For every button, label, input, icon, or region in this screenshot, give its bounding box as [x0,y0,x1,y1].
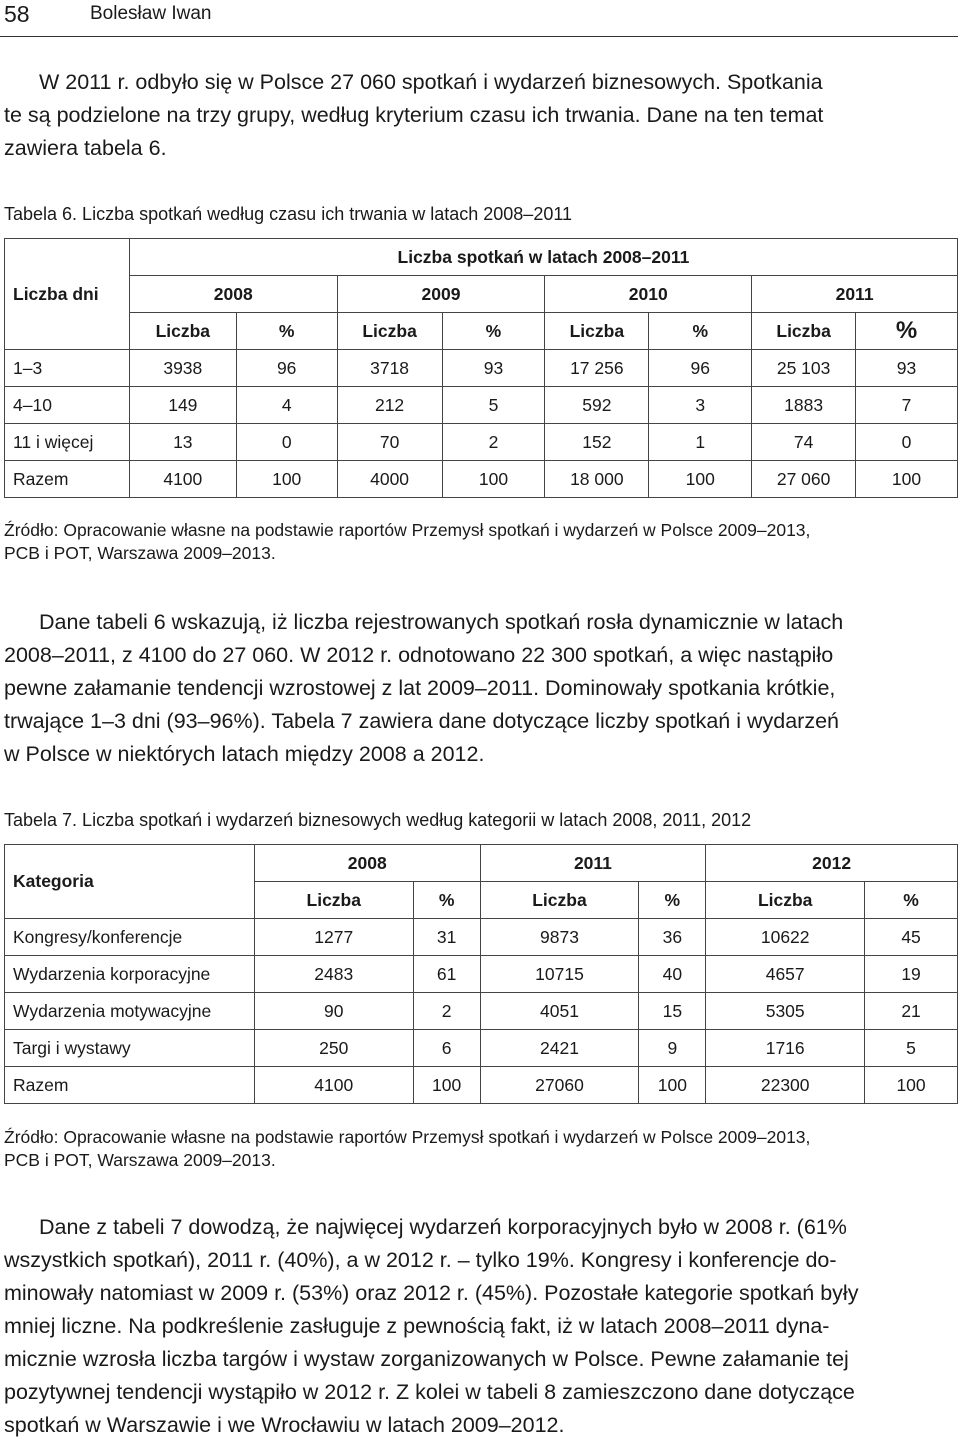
table-row [5,424,958,461]
table6-body [5,350,958,498]
table-cell: 149 [129,387,236,424]
intro-line-2: te są podzielone na trzy grupy, według kryterium czasu ich trwania. Dane na ten temat [4,103,824,127]
row-label: Wydarzenia korporacyjne [5,956,255,993]
table-cell: 1716 [706,1030,865,1067]
table-cell: 22300 [706,1067,865,1104]
table6-sub-liczba: Liczba [337,313,442,350]
table7-source-line-2: PCB i POT, Warszawa 2009–2013. [4,1150,276,1170]
table-cell: 15 [639,993,706,1030]
table-cell: 1 [649,424,752,461]
table-cell: 4100 [254,1067,413,1104]
table7-sub-pct: % [865,882,958,919]
running-author: Bolesław Iwan [90,3,212,24]
table-cell: 4100 [129,461,236,498]
row-label: Kongresy/konferencje [5,919,255,956]
table-cell: 5 [865,1030,958,1067]
closing-paragraph [4,1211,956,1442]
table-cell: 100 [413,1067,480,1104]
table7-sub-liczba: Liczba [706,882,865,919]
table-cell: 100 [856,461,958,498]
table-cell: 18 000 [545,461,649,498]
closing-line-1: Dane z tabeli 7 dowodzą, że najwięcej wydarzeń korporacyjnych było w 2008 r. (61% [39,1215,847,1239]
table6-sub-pct: % [236,313,337,350]
table-cell: 19 [865,956,958,993]
table-cell: 4 [236,387,337,424]
table7-year-2011: 2011 [480,845,706,882]
middle-line-5: w Polsce w niektórych latach między 2008 a 2012. [4,742,485,766]
table6-caption: Tabela 6. Liczba spotkań według czasu ich trwania w latach 2008–2011 [4,204,573,224]
table-cell: 3718 [337,350,442,387]
table6-sub-liczba: Liczba [545,313,649,350]
running-header [0,0,958,37]
closing-line-4: mniej liczne. Na podkreślenie zasługuje z pewnością fakt, iż w latach 2008–2011 dyna- [4,1314,830,1338]
table-cell: 592 [545,387,649,424]
table6-source-line-1: Źródło: Opracowanie własne na podstawie raportów Przemysł spotkań i wydarzeń w Polsce 2009–2013, [4,520,811,540]
table-cell: 9873 [480,919,639,956]
table7-source [4,1126,959,1172]
row-label: Razem [5,1067,255,1104]
table-cell: 90 [254,993,413,1030]
table7-year-2008: 2008 [254,845,480,882]
row-label: Wydarzenia motywacyjne [5,993,255,1030]
table-row [5,461,958,498]
table7-sub-pct: % [413,882,480,919]
table6-sub-liczba: Liczba [752,313,856,350]
table-cell: 100 [442,461,545,498]
table-cell: 10715 [480,956,639,993]
table-cell: 1277 [254,919,413,956]
closing-line-2: wszystkich spotkań), 2011 r. (40%), a w 2012 r. – tylko 19%. Kongresy i konferencje do- [4,1248,837,1272]
row-label: Razem [5,461,130,498]
table-cell: 4051 [480,993,639,1030]
table-cell: 45 [865,919,958,956]
table-cell: 31 [413,919,480,956]
middle-line-4: trwające 1–3 dni (93–96%). Tabela 7 zawiera dane dotyczące liczby spotkań i wydarzeń [4,709,839,733]
table-cell: 74 [752,424,856,461]
table-cell: 6 [413,1030,480,1067]
middle-paragraph [4,606,956,771]
table6-row-header: Liczba dni [5,239,130,350]
table-cell: 5 [442,387,545,424]
table-cell: 13 [129,424,236,461]
table7-year-2012: 2012 [706,845,958,882]
table7-sub-pct: % [639,882,706,919]
table-cell: 212 [337,387,442,424]
table-cell: 2421 [480,1030,639,1067]
table-cell: 2 [442,424,545,461]
table-row [5,956,958,993]
table-row [5,350,958,387]
middle-line-1: Dane tabeli 6 wskazują, iż liczba rejestrowanych spotkań rosła dynamicznie w latach [39,610,844,634]
row-label: 11 i więcej [5,424,130,461]
table-cell: 3938 [129,350,236,387]
table6-source [4,519,959,565]
table7-sub-liczba: Liczba [254,882,413,919]
table-row [5,1067,958,1104]
table-cell: 96 [236,350,337,387]
table-cell: 100 [865,1067,958,1104]
table-cell: 96 [649,350,752,387]
table6-year-2011: 2011 [752,276,958,313]
table-cell: 17 256 [545,350,649,387]
table-cell: 93 [442,350,545,387]
page-number: 58 [4,1,30,27]
table-row [5,387,958,424]
table-cell: 4657 [706,956,865,993]
table6-sub-pct: % [649,313,752,350]
row-label: 4–10 [5,387,130,424]
table-cell: 250 [254,1030,413,1067]
table-cell: 3 [649,387,752,424]
intro-paragraph [4,66,956,165]
table-cell: 1883 [752,387,856,424]
table6-sub-liczba: Liczba [129,313,236,350]
table-7 [4,844,958,1104]
table-cell: 70 [337,424,442,461]
table-cell: 2 [413,993,480,1030]
table-row [5,1030,958,1067]
table-cell: 100 [236,461,337,498]
table-cell: 21 [865,993,958,1030]
table-cell: 0 [856,424,958,461]
table6-sub-pct: % [442,313,545,350]
table6-year-2010: 2010 [545,276,752,313]
table-cell: 2483 [254,956,413,993]
closing-line-3: minowały natomiast w 2009 r. (53%) oraz 2012 r. (45%). Pozostałe kategorie spotkań były [4,1281,859,1305]
table-row [5,919,958,956]
table-cell: 93 [856,350,958,387]
table7-row-header: Kategoria [5,845,255,919]
table-cell: 4000 [337,461,442,498]
middle-line-2: 2008–2011, z 4100 do 27 060. W 2012 r. odnotowano 22 300 spotkań, a więc nastąpiło [4,643,834,667]
row-label: 1–3 [5,350,130,387]
table-cell: 10622 [706,919,865,956]
table6-year-2008: 2008 [129,276,337,313]
table6-sub-pct: % [856,313,958,350]
table-cell: 7 [856,387,958,424]
table7-source-line-1: Źródło: Opracowanie własne na podstawie raportów Przemysł spotkań i wydarzeń w Polsce 2009–2013, [4,1127,811,1147]
table-cell: 9 [639,1030,706,1067]
table-6 [4,238,958,498]
closing-line-7: spotkań w Warszawie i we Wrocławiu w latach 2009–2012. [4,1413,565,1437]
table-cell: 27 060 [752,461,856,498]
closing-line-6: pozytywnej tendencji wystąpiło w 2012 r. Z kolei w tabeli 8 zamieszczono dane dotyczące [4,1380,855,1404]
table-cell: 27060 [480,1067,639,1104]
table-cell: 61 [413,956,480,993]
middle-line-3: pewne załamanie tendencji wzrostowej z lat 2009–2011. Dominowały spotkania krótkie, [4,676,836,700]
table6-year-2009: 2009 [337,276,545,313]
closing-line-5: micznie wzrosła liczba targów i wystaw zorganizowanych w Polsce. Pewne załamanie tej [4,1347,849,1371]
intro-line-3: zawiera tabela 6. [4,136,167,160]
table-cell: 152 [545,424,649,461]
table7-sub-liczba: Liczba [480,882,639,919]
table-cell: 100 [649,461,752,498]
table-cell: 40 [639,956,706,993]
intro-line-1: W 2011 r. odbyło się w Polsce 27 060 spotkań i wydarzeń biznesowych. Spotkania [39,70,823,94]
table-cell: 5305 [706,993,865,1030]
table6-group-header: Liczba spotkań w latach 2008–2011 [129,239,957,276]
table7-caption: Tabela 7. Liczba spotkań i wydarzeń biznesowych według kategorii w latach 2008, 2011, 2012 [4,810,752,830]
table6-source-line-2: PCB i POT, Warszawa 2009–2013. [4,543,276,563]
table-cell: 100 [639,1067,706,1104]
table-cell: 36 [639,919,706,956]
table7-body [5,919,958,1104]
table-cell: 0 [236,424,337,461]
row-label: Targi i wystawy [5,1030,255,1067]
table-row [5,993,958,1030]
table-cell: 25 103 [752,350,856,387]
